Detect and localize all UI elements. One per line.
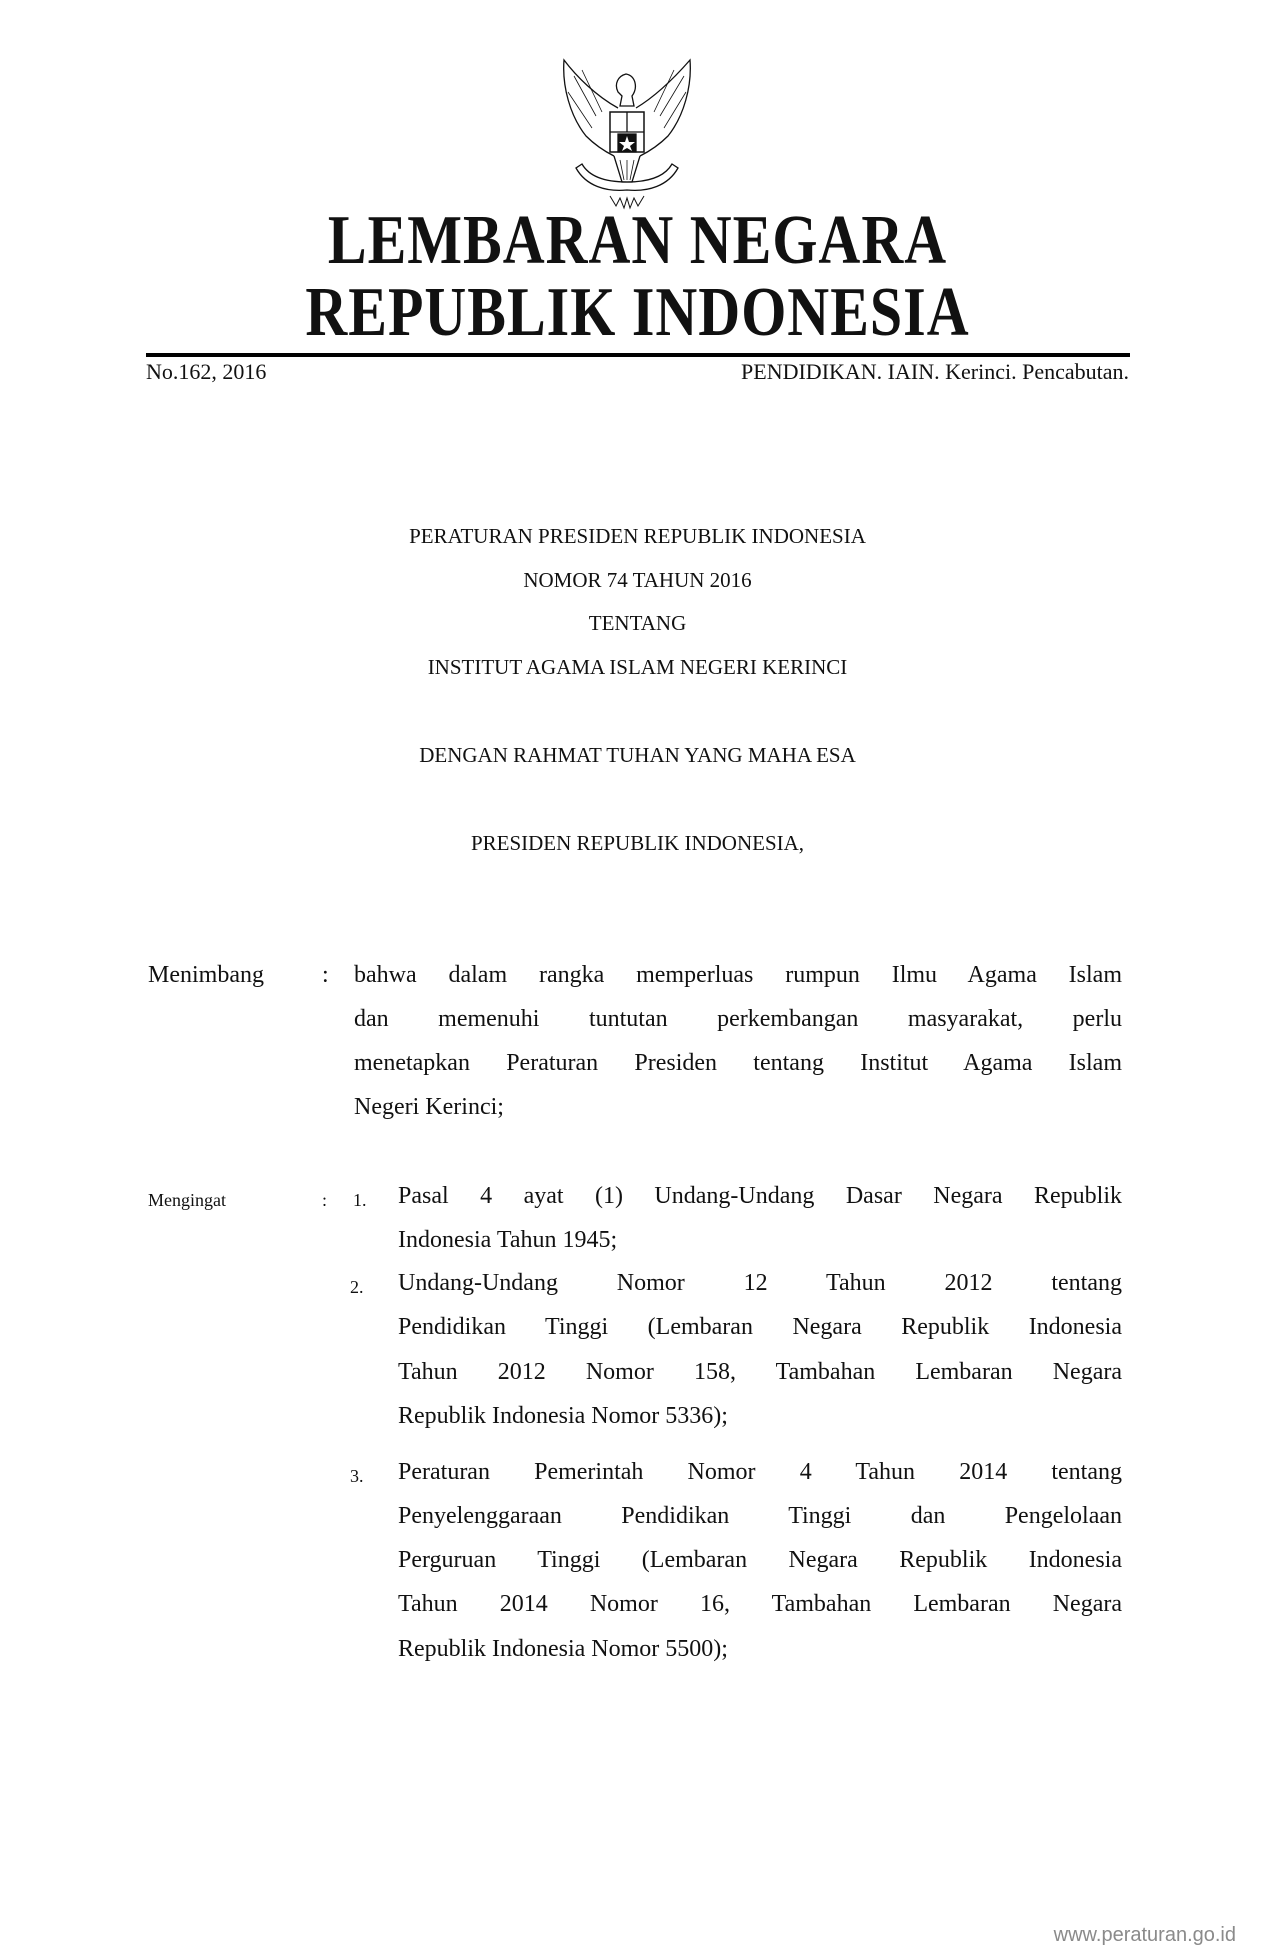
mengingat-line: Tahun 2014 Nomor 16, Tambahan Lembaran Negara [398, 1591, 1122, 1617]
gazette-subject: PENDIDIKAN. IAIN. Kerinci. Pencabutan. [741, 359, 1129, 384]
item-number: 1. [353, 1190, 367, 1210]
invocation: DENGAN RAHMAT TUHAN YANG MAHA ESA [419, 743, 856, 767]
president-heading: PRESIDEN REPUBLIK INDONESIA, [470, 831, 805, 855]
mengingat-line: Perguruan Tinggi (Lembaran Negara Republik Indonesia [398, 1547, 1122, 1573]
menimbang-label: Menimbang [148, 962, 264, 988]
regulation-about: TENTANG [588, 611, 687, 635]
mengingat-line: Undang-Undang Nomor 12 Tahun 2012 tentang [398, 1270, 1122, 1296]
mengingat-label: Mengingat [148, 1190, 226, 1210]
regulation-title: PERATURAN PRESIDEN REPUBLIK INDONESIA [409, 524, 866, 548]
header-rule [146, 353, 1130, 357]
mengingat-line: Pendidikan Tinggi (Lembaran Negara Republik Indonesia [398, 1314, 1122, 1340]
mengingat-colon: : [322, 1190, 328, 1210]
menimbang-colon: : [322, 962, 329, 988]
menimbang-line: menetapkan Peraturan Presiden tentang Institut Agama Islam [354, 1050, 1122, 1076]
menimbang-line: bahwa dalam rangka memperluas rumpun Ilmu Agama Islam [354, 962, 1122, 988]
mengingat-line: Republik Indonesia Nomor 5336); [398, 1403, 728, 1429]
mengingat-line: Pasal 4 ayat (1) Undang-Undang Dasar Negara Republik [398, 1183, 1122, 1209]
garuda-emblem [556, 56, 698, 216]
mengingat-line: Republik Indonesia Nomor 5500); [398, 1636, 728, 1662]
regulation-subject: INSTITUT AGAMA ISLAM NEGERI KERINCI [427, 655, 848, 679]
mengingat-line: Penyelenggaraan Pendidikan Tinggi dan Pengelolaan [398, 1503, 1122, 1529]
gazette-title-line2: REPUBLIK INDONESIA [305, 272, 970, 351]
item-number: 2. [350, 1277, 364, 1297]
mengingat-line: Peraturan Pemerintah Nomor 4 Tahun 2014 tentang [398, 1459, 1122, 1485]
mengingat-line: Tahun 2012 Nomor 158, Tambahan Lembaran Negara [398, 1359, 1122, 1385]
gazette-number: No.162, 2016 [146, 359, 267, 384]
item-number: 3. [350, 1466, 364, 1486]
menimbang-line: Negeri Kerinci; [354, 1094, 504, 1120]
menimbang-line: dan memenuhi tuntutan perkembangan masyarakat, perlu [354, 1006, 1122, 1032]
gazette-title-line1: LEMBARAN NEGARA [327, 200, 948, 279]
website-footer: www.peraturan.go.id [1053, 1924, 1236, 1946]
regulation-number: NOMOR 74 TAHUN 2016 [523, 568, 752, 592]
mengingat-line: Indonesia Tahun 1945; [398, 1227, 618, 1253]
